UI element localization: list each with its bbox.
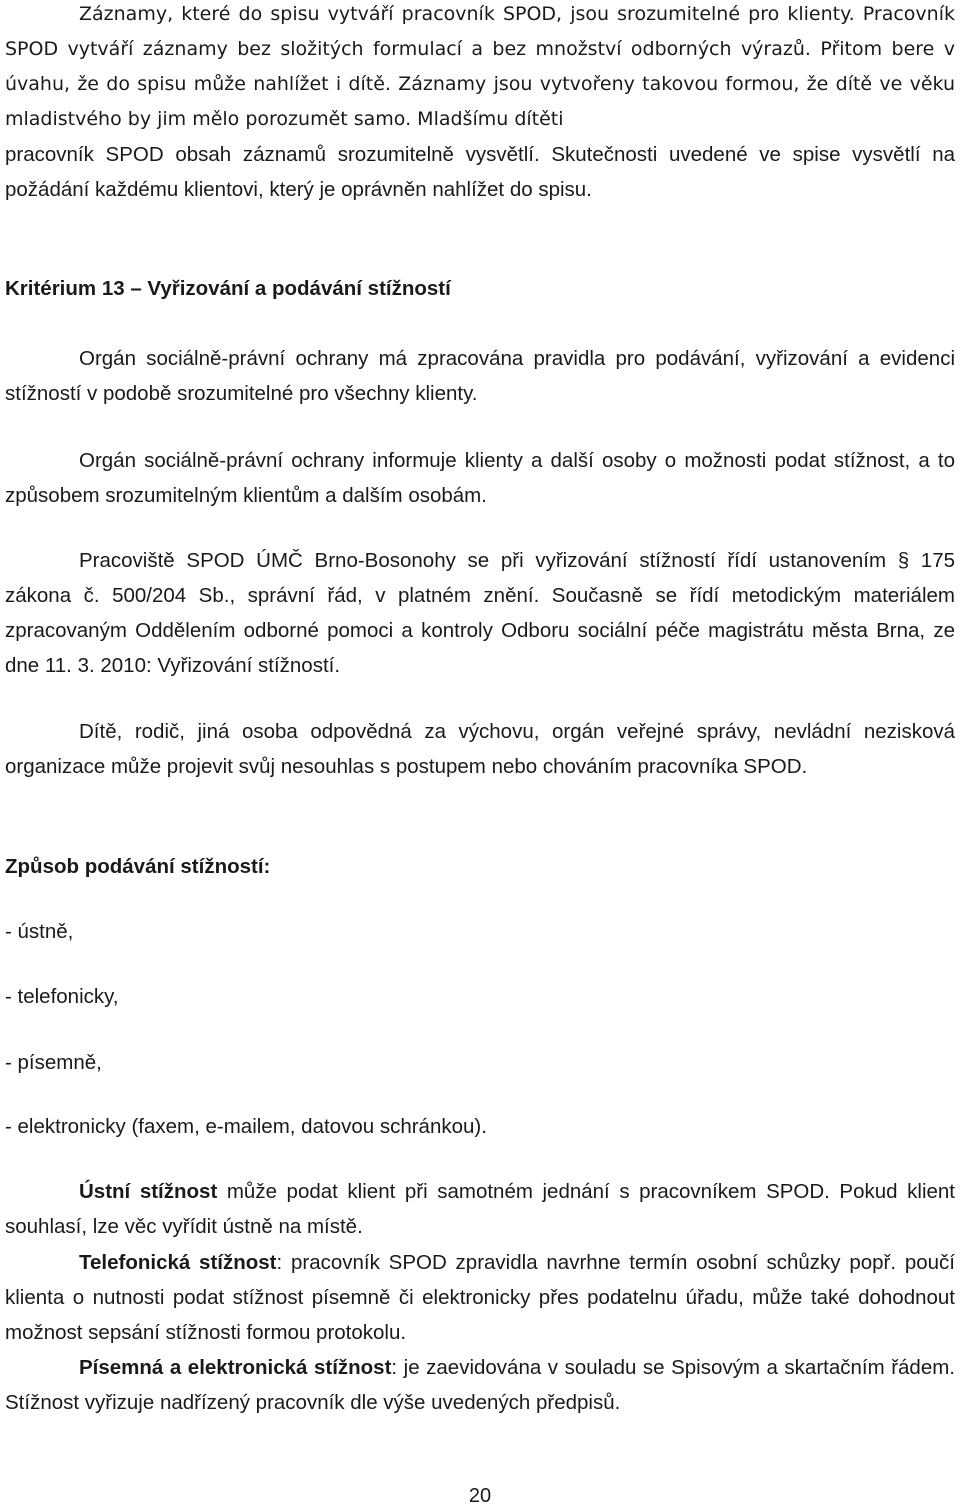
list-item: - elektronicky (faxem, e-mailem, datovou schránkou). <box>5 1115 487 1138</box>
criterion-heading: Kritérium 13 – Vyřizování a podávání stížností <box>5 277 451 300</box>
phone-complaint-label: Telefonická stížnost <box>79 1251 277 1274</box>
intro-paragraph-continued: pracovník SPOD obsah záznamů srozumitelně vysvětlí. Skutečnosti uvedené ve spise vysvětlí na požádání každému klientovi, který je oprávněn nahlížet do spisu. <box>5 143 955 201</box>
methods-heading: Způsob podávání stížností: <box>5 855 271 878</box>
page-number: 20 <box>468 1485 492 1507</box>
intro-section <box>5 0 955 207</box>
list-item: - ústně, <box>5 920 74 943</box>
list-item: - telefonicky, <box>5 985 119 1008</box>
written-complaint-paragraph <box>5 1350 955 1420</box>
list-item: - písemně, <box>5 1051 102 1074</box>
written-complaint-label: Písemná a elektronická stížnost <box>79 1356 392 1379</box>
oral-complaint-text: může podat klient při samotném jednání s pracovníkem SPOD. Pokud klient souhlasí, lze věc vyřídit ústně na místě. <box>5 1180 955 1238</box>
criterion-paragraph-2: Orgán sociálně-právní ochrany informuje klienty a další osoby o možnosti podat stížnost, a to způsobem srozumitelným klientům a dalším osobám. <box>5 449 955 507</box>
phone-complaint-paragraph <box>5 1245 955 1350</box>
oral-complaint-paragraph <box>5 1174 955 1244</box>
oral-complaint-label: Ústní stížnost <box>79 1180 218 1203</box>
written-complaint-text: : je zaevidována v souladu se Spisovým a skartačním řádem. Stížnost vyřizuje nadřízený pracovník dle výše uvedených předpisů. <box>5 1356 955 1414</box>
phone-complaint-text: : pracovník SPOD zpravidla navrhne termín osobní schůzky popř. poučí klienta o nutnosti podat stížnost písemně či elektronicky přes podatelnu úřadu, může také dohodnout možnost sepsání stížnosti formou protokolu. <box>5 1251 955 1344</box>
criterion-paragraph-4: Dítě, rodič, jiná osoba odpovědná za výchovu, orgán veřejné správy, nevládní nezisková organizace může projevit svůj nesouhlas s postupem nebo chováním pracovníka SPOD. <box>5 720 955 778</box>
criterion-paragraph-3: Pracoviště SPOD ÚMČ Brno-Bosonohy se při vyřizování stížností řídí ustanovením § 175 zákona č. 500/204 Sb., správní řád, v platném znění. Současně se řídí metodickým materiálem zpracovaným Oddělením odborné pomoci a kontroly Odboru sociální péče magistrátu města Brna, ze dne 11. 3. 2010: Vyřizování stížností. <box>5 549 955 677</box>
criterion-paragraph-1: Orgán sociálně-právní ochrany má zpracována pravidla pro podávání, vyřizování a evidenci stížností v podobě srozumitelné pro všechny klienty. <box>5 347 955 405</box>
intro-paragraph: Záznamy, které do spisu vytváří pracovník SPOD, jsou srozumitelné pro klienty. Pracovník SPOD vytváří záznamy bez složitých formulací a bez množství odborných výrazů. Přitom bere v úvahu, že do spisu může nahlížet i dítě. Záznamy jsou vytvořeny takovou formou, že dítě ve věku mladistvého by jim mělo porozumět samo. Mladšímu dítěti <box>5 3 955 130</box>
